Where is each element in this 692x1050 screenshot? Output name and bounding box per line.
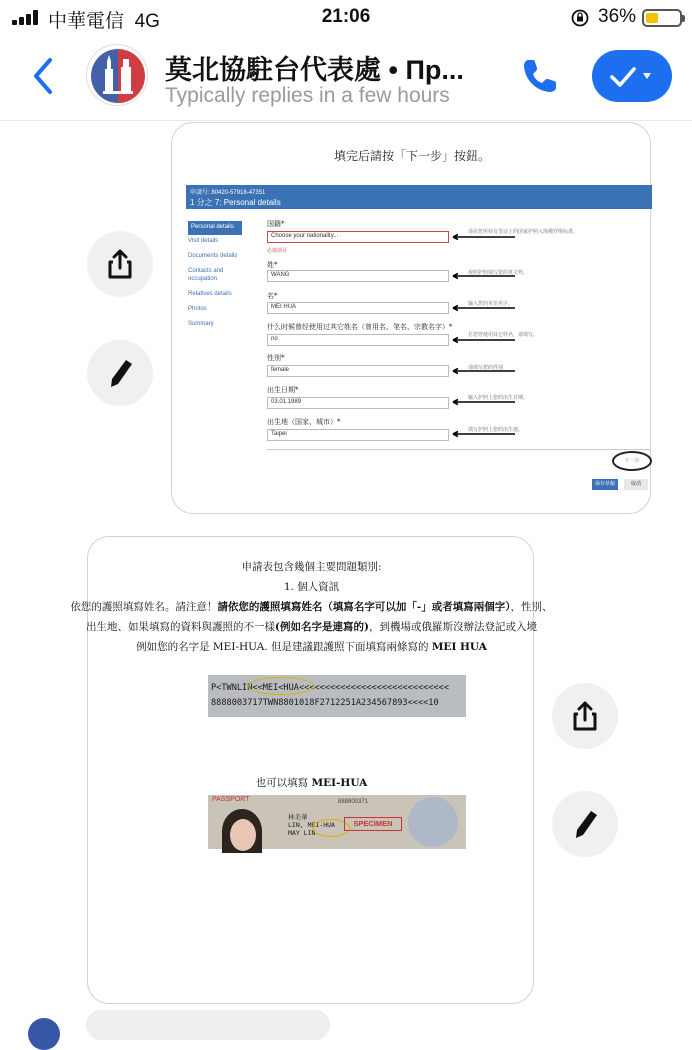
status-bar: [0, 0, 692, 36]
arrow-left-icon: [452, 368, 516, 374]
nav-item: Relatives details: [188, 291, 232, 297]
response-time: Typically replies in a few hours: [165, 84, 450, 107]
form-step: 1 分之 7: Personal details: [190, 198, 281, 207]
status-dropdown-button[interactable]: [592, 50, 672, 102]
arrow-left-icon: [452, 337, 516, 343]
back-chevron-icon[interactable]: [28, 54, 58, 98]
arrow-left-icon: [452, 234, 516, 240]
instruction-line: 申請表包含幾個主要問題類別:: [241, 561, 382, 573]
nav-item: Visit details: [188, 238, 219, 244]
field-input: Taipei: [267, 429, 449, 441]
field-hint: 若您曾使用其它姓名，请填写。: [468, 332, 539, 338]
nav-item: Contacts and occupation: [188, 268, 224, 282]
form-header-bar: [186, 185, 652, 209]
battery-percent: 36%: [598, 6, 637, 27]
nav-item: Photos: [188, 306, 207, 312]
field-input: WANG: [267, 270, 449, 282]
arrow-left-icon: [452, 273, 516, 279]
passport-label: PASSPORT: [212, 796, 250, 803]
header-divider: [0, 120, 692, 121]
mrz-highlight: [248, 677, 314, 695]
application-number: 申請号: 80420-57918-47351: [190, 190, 266, 196]
save-draft-button: 保存草稿: [592, 479, 618, 490]
field-label: 名*: [267, 292, 278, 300]
share-button[interactable]: [552, 683, 618, 749]
cancel-button: 取消: [624, 479, 648, 490]
mrz-line: P<TWNLIN<<MEI<HUA<<<<<<<<<<<<<<<<<<<<<<<<<<<<<: [211, 683, 449, 693]
passport-sample: [208, 795, 466, 849]
chat-header: [0, 36, 692, 120]
field-input: Choose your nationality...: [267, 231, 449, 243]
form-side-nav: [188, 221, 242, 335]
field-hint: 请在您所持有签证上的国家护照入境俄罗斯标准。: [468, 229, 579, 235]
field-input: female: [267, 365, 449, 377]
carrier-label: 中華電信 4G: [48, 11, 160, 32]
edit-button[interactable]: [87, 340, 153, 406]
instruction-line: 出生地、如果填寫的資料與護照的不一樣(例如名字是連寫的)，到機場或俄羅斯沒辦法登記或入境: [86, 621, 537, 633]
nav-item: Summary: [188, 321, 214, 327]
next-button-highlight: 下一步: [612, 451, 652, 471]
instruction-line: 例如您的名字是 MEI-HUA. 但是建議跟護照下面填寫兩條寫的 MEI HUA: [136, 641, 487, 653]
form-instruction: 填完后請按「下一步」按鈕。: [333, 149, 490, 163]
arrow-left-icon: [452, 305, 516, 311]
sender-avatar: [28, 1018, 60, 1050]
form-divider: [267, 449, 651, 450]
field-label: 姓*: [267, 261, 278, 269]
pencil-icon: [104, 357, 136, 389]
embassy-logo-icon: [87, 45, 149, 107]
field-label: 出生地（国家、城市）*: [267, 418, 341, 426]
pencil-icon: [569, 808, 601, 840]
field-error: 必填项目: [267, 248, 288, 254]
specimen-stamp: SPECIMEN: [344, 817, 402, 831]
instruction-line: 也可以填寫 MEI-HUA: [255, 777, 368, 789]
share-button[interactable]: [87, 231, 153, 297]
image-message-instructions[interactable]: [70, 536, 553, 1004]
battery-level: [646, 13, 658, 23]
share-icon: [569, 700, 601, 732]
field-hint: 按照护照填写您的英文姓。: [468, 270, 529, 276]
share-icon: [104, 248, 136, 280]
nav-item: Documents details: [188, 253, 238, 259]
mrz-line: 8888003717TWN8801018F2712251A234567893<<<<10: [211, 698, 439, 708]
passport-number: 888800371: [338, 799, 369, 805]
field-hint: 填写护照上您的出生地。: [468, 427, 524, 433]
instruction-line: 1. 個人資訊: [283, 581, 340, 593]
page-avatar[interactable]: [86, 44, 148, 106]
field-input: no: [267, 334, 449, 346]
field-label: 国籍*: [267, 220, 285, 228]
network-type: 4G: [134, 11, 160, 32]
field-input: 03.01.1989: [267, 397, 449, 409]
checkmark-dropdown-icon: [592, 50, 672, 102]
field-label: 出生日期*: [267, 386, 299, 394]
phone-icon[interactable]: [518, 54, 562, 98]
image-message-visa-form[interactable]: [171, 122, 651, 514]
arrow-left-icon: [452, 399, 516, 405]
passport-name: 林美華 LIN, MEI-HUA MAY LIN: [288, 813, 335, 837]
instruction-line: 依您的護照填寫姓名。請注意！請依您的護照填寫姓名（填寫名字可以加「-」或者填寫兩個字），性別、: [70, 601, 553, 613]
passport-photo-face: [230, 819, 256, 851]
field-hint: 输入护照上您的出生日期。: [468, 395, 529, 401]
battery-icon: [642, 9, 682, 27]
field-label: 性別*: [267, 354, 285, 362]
nav-item: Personal details: [188, 221, 242, 235]
field-hint: 输入您的英语名字。: [468, 301, 514, 307]
arrow-left-icon: [452, 431, 516, 437]
orientation-lock-icon: [570, 8, 590, 28]
page-title: 莫北協駐台代表處 • Пр...: [165, 55, 464, 85]
field-input: MEI HUA: [267, 302, 449, 314]
field-hint: 请填写您的性别: [468, 365, 504, 371]
passport-mrz: [208, 675, 466, 717]
edit-button[interactable]: [552, 791, 618, 857]
message-bubble[interactable]: [86, 1010, 330, 1040]
passport-watermark: [408, 797, 458, 847]
field-label: 什么时候曾经使用过其它姓名（曾用名、笔名、宗教名字）*: [267, 323, 453, 331]
clock: 21:06: [321, 6, 371, 27]
